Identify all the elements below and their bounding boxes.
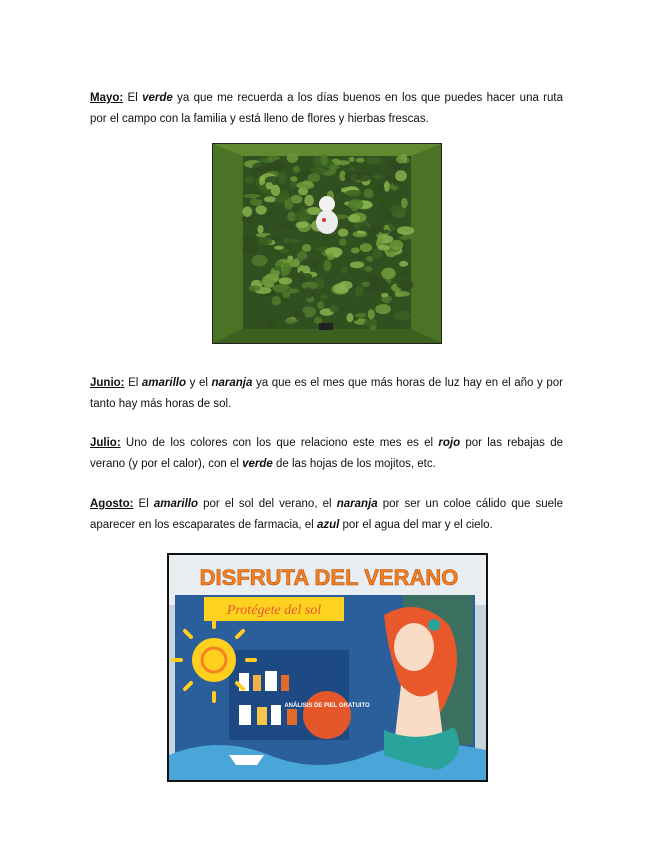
- leaf: [301, 273, 312, 280]
- paragraph-mayo: [90, 88, 563, 130]
- leaf: [348, 214, 360, 222]
- leaf: [384, 181, 390, 192]
- leaf: [401, 198, 408, 208]
- leaf: [302, 259, 309, 266]
- leaf: [308, 173, 321, 182]
- leaf: [359, 225, 368, 232]
- leaf: [242, 206, 252, 217]
- leaf: [330, 305, 339, 313]
- leaf: [393, 181, 403, 187]
- leaf: [257, 225, 263, 234]
- leaf: [317, 301, 324, 309]
- text: ya que me recuerda a los días buenos en los que puedes hacer una ruta por el campo con la familia y está lleno de flores y hierbas frescas.: [90, 92, 563, 125]
- leaf: [396, 155, 407, 163]
- color-keyword: verde: [242, 458, 273, 470]
- leaf: [302, 244, 311, 252]
- leaf: [274, 246, 284, 250]
- leaf: [366, 256, 374, 262]
- text: Uno de los colores con los que relaciono este mes es el: [120, 437, 439, 449]
- leaf: [276, 260, 283, 266]
- banner-title: DISFRUTA DEL VERANO: [199, 565, 459, 590]
- leaf: [376, 184, 384, 194]
- leaf: [281, 223, 293, 230]
- leaf: [310, 260, 319, 268]
- leaf: [378, 245, 390, 251]
- leaf: [375, 304, 391, 314]
- paragraph-junio: [90, 373, 563, 415]
- leaf: [397, 280, 414, 290]
- leaf: [346, 313, 353, 322]
- leaf: [357, 255, 364, 261]
- leaf: [392, 210, 406, 218]
- leaf: [320, 154, 328, 165]
- leaf: [256, 205, 267, 214]
- leaf: [283, 238, 290, 243]
- leaf: [344, 171, 362, 182]
- leaf: [356, 158, 365, 163]
- leaf: [371, 278, 377, 287]
- leaf: [268, 164, 285, 169]
- leaf: [284, 198, 293, 209]
- leaf: [296, 222, 309, 229]
- leaf: [275, 197, 286, 203]
- leaf: [295, 310, 306, 321]
- text: por ser un coloe cálido que suele aparecer en los escaparates de farmacia, el: [90, 498, 563, 531]
- leaf: [338, 229, 349, 237]
- leaf: [349, 157, 355, 162]
- leaf: [339, 238, 346, 246]
- leaf: [340, 267, 347, 274]
- leaf: [381, 293, 388, 297]
- leaf: [304, 195, 314, 206]
- leaf: [248, 285, 260, 291]
- leaf: [350, 261, 364, 268]
- color-keyword: amarillo: [141, 377, 187, 389]
- leaf: [390, 240, 403, 250]
- leaf: [285, 319, 296, 324]
- leaf: [355, 313, 367, 318]
- color-keyword: amarillo: [153, 498, 198, 510]
- leaf: [366, 157, 381, 164]
- leaf: [381, 268, 396, 279]
- leaf: [368, 309, 375, 319]
- leaf: [279, 277, 293, 284]
- text: por el sol del verano, el: [198, 498, 337, 510]
- green-wall-illustration: [213, 144, 441, 343]
- leaf: [323, 260, 331, 271]
- leaf: [293, 166, 300, 173]
- leaf: [395, 170, 407, 181]
- leaf: [296, 181, 314, 189]
- badge-text: ANÁLISIS DE PIEL GRATUITO: [284, 703, 370, 709]
- color-keyword: verde: [142, 92, 173, 104]
- leaf: [351, 247, 360, 253]
- pharmacy-window-photo: [167, 553, 488, 782]
- green-wall-photo: [212, 143, 442, 344]
- leaf: [364, 189, 374, 199]
- text: El: [124, 377, 142, 389]
- floor-light: [319, 323, 333, 330]
- text: y el: [186, 377, 212, 389]
- leaf: [273, 266, 282, 271]
- leaf: [304, 287, 313, 298]
- leaf: [242, 235, 252, 244]
- leaf: [266, 182, 273, 189]
- color-keyword: naranja: [211, 377, 253, 389]
- month-heading: Junio:: [90, 377, 125, 389]
- summer-window-illustration: [169, 555, 486, 780]
- leaf: [315, 157, 321, 164]
- leaf: [252, 255, 268, 267]
- leaf: [287, 153, 298, 163]
- leaf: [290, 239, 300, 244]
- color-keyword: azul: [316, 519, 340, 531]
- leaf: [307, 207, 321, 215]
- leaf: [244, 194, 261, 198]
- leaf: [283, 263, 292, 275]
- text: ya que es el mes que más horas de luz hay en el año y por tanto hay más horas de sol.: [90, 377, 563, 410]
- text: por las rebajas de verano (y por el calor), con el: [90, 437, 563, 470]
- month-heading: Julio:: [90, 437, 121, 449]
- color-keyword: rojo: [438, 437, 461, 449]
- text: El: [123, 92, 143, 104]
- month-heading: Mayo:: [90, 92, 124, 104]
- leaf: [335, 187, 342, 193]
- leaf: [363, 236, 375, 241]
- leaf: [320, 295, 328, 300]
- leaf: [379, 202, 385, 209]
- leaf: [336, 160, 349, 165]
- leaf: [327, 253, 335, 260]
- leaf: [380, 230, 391, 234]
- leaf: [290, 181, 298, 187]
- leaf: [282, 291, 290, 298]
- text: por el agua del mar y el cielo.: [339, 519, 493, 531]
- paragraph-julio: [90, 433, 563, 475]
- leaf: [244, 176, 254, 184]
- leaf: [258, 237, 272, 245]
- paragraph-agosto: [90, 494, 563, 536]
- leaf: [362, 282, 371, 287]
- leaf: [365, 266, 373, 272]
- leaf: [267, 211, 274, 218]
- leaf: [339, 281, 353, 290]
- leaf: [360, 243, 372, 252]
- month-heading: Agosto:: [90, 498, 134, 510]
- leaf: [267, 318, 274, 329]
- leaf: [273, 285, 287, 293]
- leaf: [290, 176, 297, 181]
- leaf: [345, 190, 363, 197]
- leaf: [264, 284, 274, 288]
- leaf: [278, 172, 287, 184]
- leaf: [252, 162, 269, 174]
- leaf: [348, 199, 364, 209]
- leaf: [394, 311, 410, 321]
- leaf: [373, 175, 383, 180]
- leaf: [364, 319, 377, 327]
- text: de las hojas de los mojitos, etc.: [272, 458, 436, 470]
- leaf: [264, 196, 276, 202]
- leaf: [355, 285, 363, 297]
- leaf: [399, 261, 408, 267]
- leaf: [272, 296, 282, 306]
- color-keyword: naranja: [336, 498, 378, 510]
- text: El: [133, 498, 154, 510]
- banner-subtitle: Protégete del sol: [226, 603, 322, 618]
- leaf: [397, 226, 414, 235]
